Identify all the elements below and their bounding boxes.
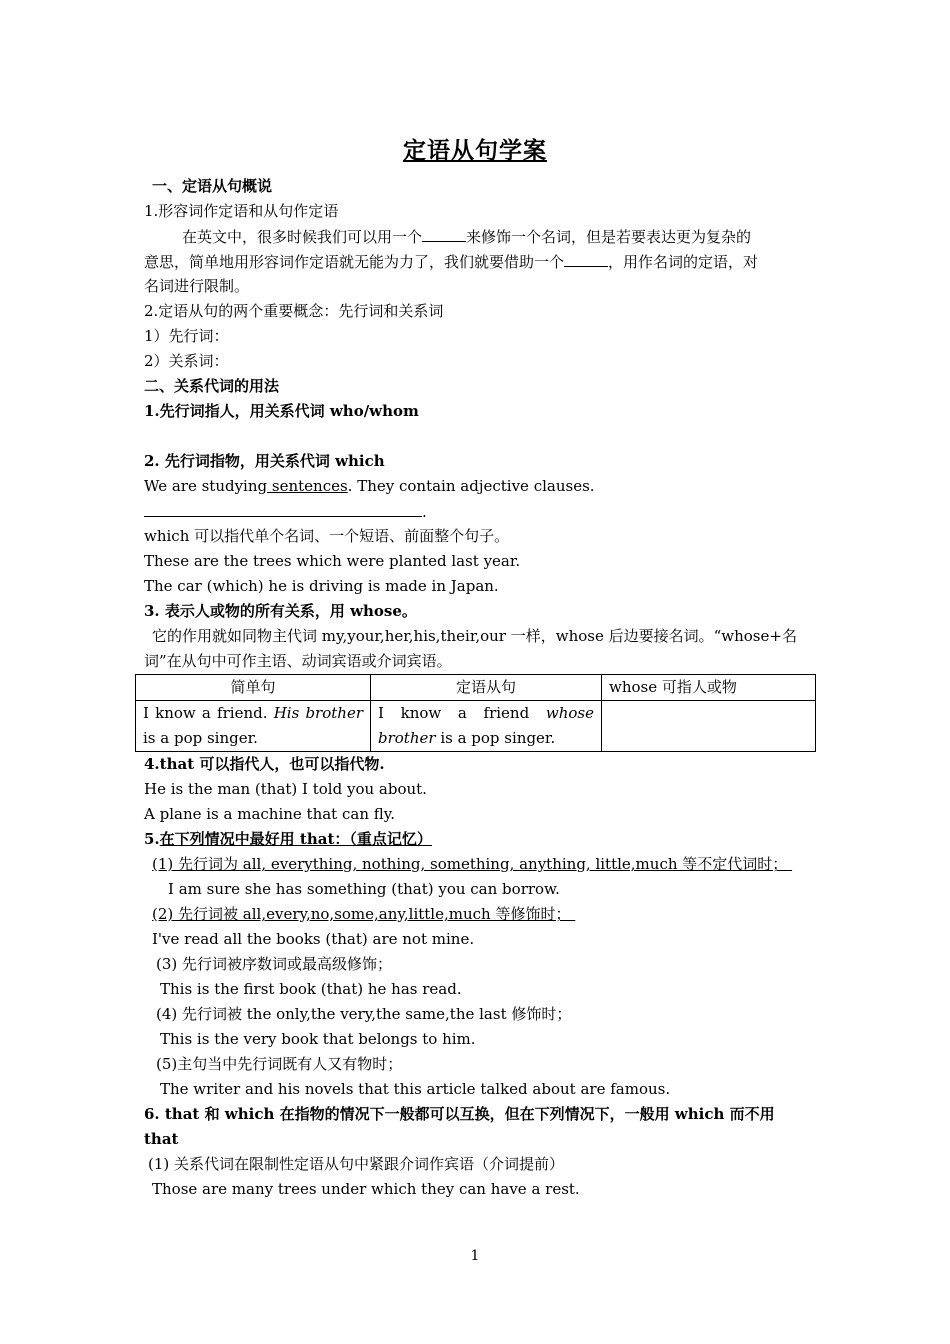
rule-heading-who: 1.先行词指人，用关系代词 who/whom (144, 402, 419, 420)
rule-heading-prefer-that (144, 827, 808, 852)
text-span: We are studying (144, 477, 268, 495)
note-which: which 可以指代单个名词、一个短语、前面整个句子。 (144, 527, 510, 545)
table-header-cell: 定语从句 (371, 675, 602, 701)
rule-item (144, 852, 808, 877)
text-span: I know a friend. (143, 704, 274, 722)
underline-tail (787, 855, 792, 873)
fill-blank[interactable] (564, 249, 608, 267)
note-whose: 词”在从句中可作主语、动词宾语或介词宾语。 (144, 652, 452, 670)
list-item-antecedent: 1）先行词： (144, 327, 229, 345)
rule-item: (4) 先行词被 the only,the very,the same,the last 修饰时； (156, 1005, 572, 1023)
section-heading-relative-pronouns: 二、关系代词的用法 (144, 377, 280, 395)
rule-heading-which-not-that: 6. that 和 which 在指物的情况下一般都可以互换，但在下列情况下，一般用 which 而不用 (144, 1105, 775, 1123)
list-item-relative: 2）关系词： (144, 352, 229, 370)
text-span: 意思，简单地用形容词作定语就无能为力了，我们就要借助一个 (144, 253, 565, 271)
text-span: 5. (144, 830, 160, 848)
example-sentence: Those are many trees under which they can have a rest. (152, 1180, 580, 1198)
whose-table (135, 674, 816, 752)
table-row (136, 701, 816, 752)
table-header-row (136, 675, 816, 701)
blank-line (144, 424, 808, 449)
underlined-rule: (2) 先行词被 all,every,no,some,any,little,much 等修饰时； (152, 905, 571, 923)
rule-heading-which-not-that: that (144, 1130, 179, 1148)
subheading-adj-vs-clause: 1.形容词作定语和从句作定语 (144, 202, 339, 220)
example-sentence: A plane is a machine that can fly. (144, 805, 396, 823)
rule-item: (5)主句当中先行词既有人又有物时； (156, 1055, 403, 1073)
example-sentence: The car (which) he is driving is made in Japan. (144, 577, 499, 595)
rule-item: (3) 先行词被序数词或最高级修饰； (156, 955, 393, 973)
paragraph-line: 名词进行限制。 (144, 277, 250, 295)
table-cell[interactable] (602, 701, 816, 752)
example-sentence: These are the trees which were planted last year. (144, 552, 521, 570)
fill-blank[interactable] (422, 224, 466, 242)
document-title: 定语从句学案 (403, 137, 547, 164)
underlined-word: sentences (267, 477, 348, 495)
italic-text: whose brother (378, 704, 594, 747)
rule-item (144, 902, 808, 927)
text-span: . (422, 503, 427, 521)
example-sentence: This is the first book (that) he has read. (160, 980, 462, 998)
example-sentence: I am sure she has something (that) you can borrow. (168, 880, 560, 898)
example-sentence: This is the very book that belongs to him. (160, 1030, 476, 1048)
document-body (144, 174, 808, 1202)
paragraph-line (144, 249, 808, 274)
italic-text: His brother (273, 704, 363, 722)
rule-heading-which: 2. 先行词指物，用关系代词 which (144, 452, 385, 470)
example-sentence: The writer and his novels that this article talked about are famous. (160, 1080, 671, 1098)
text-span: . They contain adjective clauses. (347, 477, 595, 495)
text-span: 来修饰一个名词，但是若要表达更为复杂的 (466, 228, 752, 246)
example-sentence: He is the man (that) I told you about. (144, 780, 427, 798)
text-span: I know a friend (378, 704, 546, 722)
note-whose: 它的作用就如同物主代词 my,your,her,his,their,our 一样，whose 后边要接名词。“whose+名 (152, 627, 797, 645)
subheading-key-concepts: 2.定语从句的两个重要概念：先行词和关系词 (144, 302, 444, 320)
section-heading-overview: 一、定语从句概说 (152, 177, 273, 195)
fill-blank[interactable] (144, 499, 422, 517)
page-number: 1 (470, 1248, 480, 1264)
table-cell (371, 701, 602, 752)
table-cell (136, 701, 371, 752)
underlined-heading: 在下列情况中最好用 that：（重点记忆） (159, 830, 432, 848)
text-span: 在英文中，很多时候我们可以用一个 (182, 228, 423, 246)
paragraph-line (144, 224, 808, 249)
underline-tail (570, 905, 575, 923)
answer-line (144, 499, 808, 524)
table-header-cell: 简单句 (136, 675, 371, 701)
text-span: is a pop singer. (143, 729, 258, 747)
underlined-rule: (1) 先行词为 all, everything, nothing, something, anything, little,much 等不定代词时； (152, 855, 788, 873)
table-header-cell: whose 可指人或物 (602, 675, 816, 701)
text-span: is a pop singer. (435, 729, 556, 747)
rule-heading-that: 4.that 可以指代人，也可以指代物. (144, 755, 385, 773)
text-span: ，用作名词的定语，对 (608, 253, 759, 271)
example-sentence (144, 474, 808, 499)
example-sentence: I've read all the books (that) are not mine. (152, 930, 475, 948)
rule-item: (1) 关系代词在限制性定语从句中紧跟介词作宾语（介词提前） (148, 1155, 565, 1173)
rule-heading-whose: 3. 表示人或物的所有关系，用 whose。 (144, 602, 417, 620)
